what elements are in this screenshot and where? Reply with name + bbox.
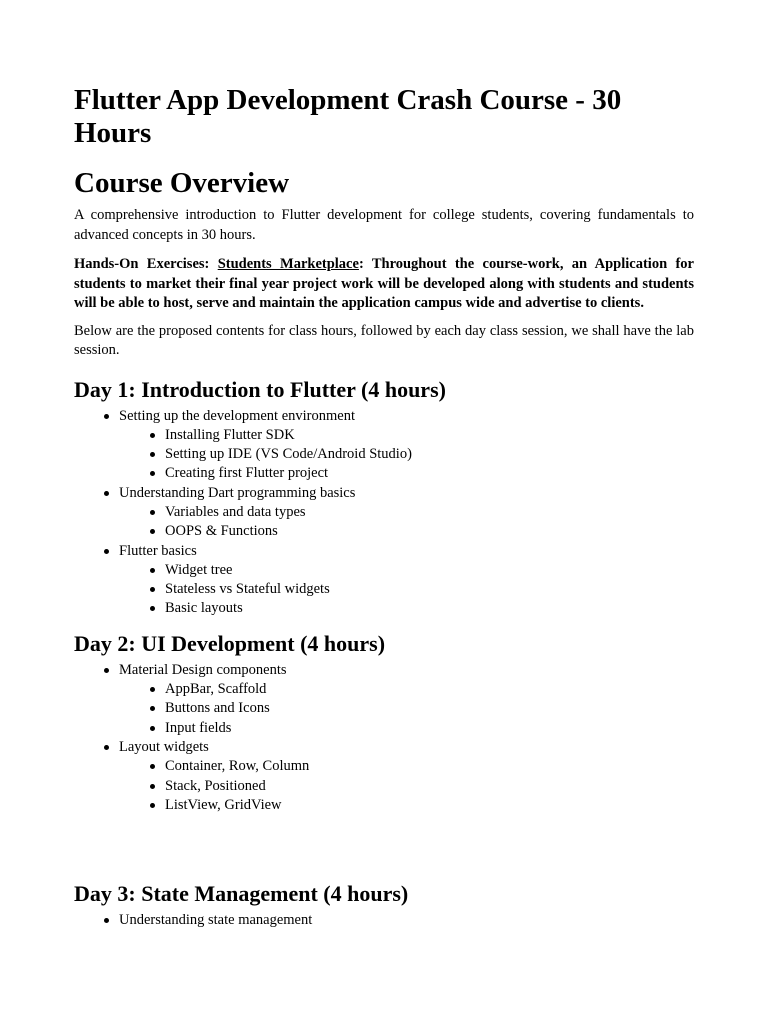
day3-heading: Day 3: State Management (4 hours) — [74, 881, 409, 907]
sub-list — [119, 503, 694, 542]
day1-list — [74, 407, 694, 619]
sub-list-item: Stack, Positioned — [119, 777, 694, 796]
list-item — [74, 661, 694, 738]
sub-list-item: Installing Flutter SDK — [119, 426, 694, 445]
sub-list-item: OOPS & Functions — [119, 522, 694, 541]
sub-list-item: Stateless vs Stateful widgets — [119, 580, 694, 599]
list-item-label: Understanding Dart programming basics — [119, 484, 356, 501]
sub-list-item: Input fields — [119, 719, 694, 738]
sub-list — [119, 561, 694, 619]
overview-heading: Course Overview — [74, 167, 290, 199]
below-paragraph: Below are the proposed contents for class hours, followed by each day class session, we shall have the lab session. — [74, 322, 694, 358]
sub-list-item: Container, Row, Column — [119, 757, 694, 776]
sub-list-item: Creating first Flutter project — [119, 464, 694, 483]
handson-text: : Throughout the course-work, an Application for students to market their final year project work will be developed along with students and students will be able to host, serve and maintain the application campus wide and advertise to clients. — [74, 256, 694, 311]
sub-list-item: Buttons and Icons — [119, 699, 694, 718]
list-item — [74, 542, 694, 619]
sub-list-item: Setting up IDE (VS Code/Android Studio) — [119, 445, 694, 464]
handson-label: Hands-On Exercises: — [74, 256, 218, 272]
handson-paragraph — [74, 255, 694, 314]
list-item-label: Understanding state management — [119, 912, 313, 929]
list-item-label: Layout widgets — [119, 738, 209, 755]
sub-list — [119, 757, 694, 815]
day2-list — [74, 661, 694, 815]
sub-list-item: Widget tree — [119, 561, 694, 580]
sub-list — [119, 680, 694, 738]
students-marketplace-link: Students Marketplace — [217, 256, 359, 272]
sub-list-item: AppBar, Scaffold — [119, 680, 694, 699]
sub-list-item: ListView, GridView — [119, 796, 694, 815]
day3-list — [74, 911, 694, 930]
intro-paragraph: A comprehensive introduction to Flutter development for college students, covering fundamentals to advanced concepts in 30 hours. — [74, 207, 694, 243]
list-item — [74, 911, 694, 930]
sub-list-item: Basic layouts — [119, 599, 694, 618]
list-item — [74, 738, 694, 815]
list-item — [74, 407, 694, 484]
document-title: Flutter App Development Crash Course - 30 Hours — [74, 84, 622, 149]
list-item-label: Flutter basics — [119, 542, 197, 559]
list-item-label: Material Design components — [119, 661, 287, 678]
day2-heading: Day 2: UI Development (4 hours) — [74, 630, 386, 656]
list-item-label: Setting up the development environment — [119, 407, 355, 424]
day1-heading: Day 1: Introduction to Flutter (4 hours) — [74, 376, 446, 402]
sub-list — [119, 426, 694, 484]
document-content — [74, 84, 694, 930]
sub-list-item: Variables and data types — [119, 503, 694, 522]
list-item — [74, 484, 694, 542]
